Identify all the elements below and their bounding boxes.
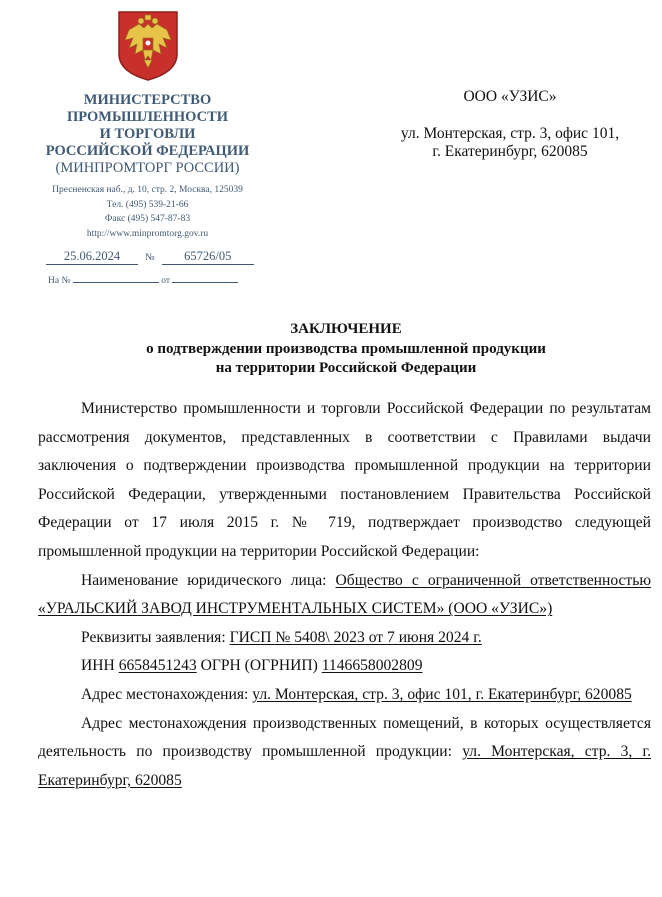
recipient-block	[360, 88, 660, 161]
coat-of-arms-emblem	[117, 10, 179, 82]
ogrn-label: ОГРН (ОГРНИП)	[200, 657, 318, 675]
reply-number-blank	[73, 272, 159, 283]
ministry-name-block	[30, 92, 265, 177]
number-label: №	[145, 252, 155, 263]
application-label: Реквизиты заявления:	[81, 628, 226, 646]
reply-date-blank	[172, 272, 238, 283]
legal-name-value: Общество с ограниченной ответственностью «УРАЛЬСКИЙ ЗАВОД ИНСТРУМЕНТАЛЬНЫХ СИСТЕМ» (ООО «УЗИС»)	[38, 571, 651, 618]
ministry-fax: Факс (495) 547-87-83	[104, 214, 191, 224]
recipient-org: ООО «УЗИС»	[463, 88, 557, 105]
production-label: Адрес местонахождения производственных помещений, в которых осуществляется деятельность по производству промышленной продукции:	[38, 714, 651, 761]
application-paragraph	[38, 624, 651, 653]
inn-value: 6658451243	[118, 657, 197, 675]
production-value: ул. Монтерская, стр. 3, г. Екатеринбург, 620085	[38, 743, 651, 789]
ministry-address: Пресненская наб., д. 10, стр. 2, Москва, 125039	[52, 185, 243, 195]
reply-number-label: На №	[48, 276, 71, 286]
ministry-phone: Тел. (495) 539-21-66	[106, 199, 189, 210]
document-date: 25.06.2024	[46, 249, 138, 265]
document-body	[38, 395, 651, 795]
title-line-3: на территории Российской Федерации	[215, 360, 477, 376]
reply-from-label: от	[161, 276, 171, 286]
ministry-line-4: РОССИЙСКОЙ ФЕДЕРАЦИИ	[45, 143, 250, 159]
title-line-2: о подтверждении производства промышленной продукции	[146, 340, 546, 357]
title-line-1: ЗАКЛЮЧЕНИЕ	[290, 321, 402, 337]
location-label: Адрес местонахождения:	[81, 685, 249, 703]
ogrn-value: 1146658002809	[321, 657, 423, 675]
ministry-line-2: ПРОМЫШЛЕННОСТИ	[66, 109, 229, 125]
inn-ogrn-paragraph	[38, 652, 651, 681]
recipient-address-line-2: г. Екатеринбург, 620085	[432, 143, 588, 160]
registration-line	[46, 249, 254, 265]
legal-name-paragraph	[38, 567, 651, 624]
intro-paragraph: Министерство промышленности и торговли Российской Федерации по результатам рассмотрения документов, представленных в соответствии с Правилами выдачи заключения о подтверждении производства промышленной продукции на территории Российской Федерации, утвержденными постановлением Правительства Российской Федерации от 17 июля 2015 г. № 719, подтверждает производство следующей промышленной продукции на территории Российской Федерации:	[38, 400, 651, 560]
ministry-abbreviation: (МИНПРОМТОРГ РОССИИ)	[55, 160, 240, 176]
production-paragraph	[38, 710, 651, 796]
ministry-contacts	[20, 183, 275, 241]
recipient-address-line-1: ул. Монтерская, стр. 3, офис 101,	[400, 125, 620, 142]
document-number: 65726/05	[162, 249, 254, 265]
legal-name-label: Наименование юридического лица:	[81, 571, 327, 589]
ministry-line-1: МИНИСТЕРСТВО	[83, 92, 212, 108]
ministry-website[interactable]: http://www.minpromtorg.gov.ru	[86, 228, 209, 239]
inn-label: ИНН	[81, 657, 115, 675]
document-title	[40, 320, 652, 379]
application-value: ГИСП № 5408\ 2023 от 7 июня 2024 г.	[229, 628, 482, 646]
reply-line	[48, 272, 238, 286]
ministry-line-3: И ТОРГОВЛИ	[99, 126, 196, 142]
location-paragraph	[38, 681, 651, 710]
location-value: ул. Монтерская, стр. 3, офис 101, г. Екатеринбург, 620085	[252, 685, 632, 703]
